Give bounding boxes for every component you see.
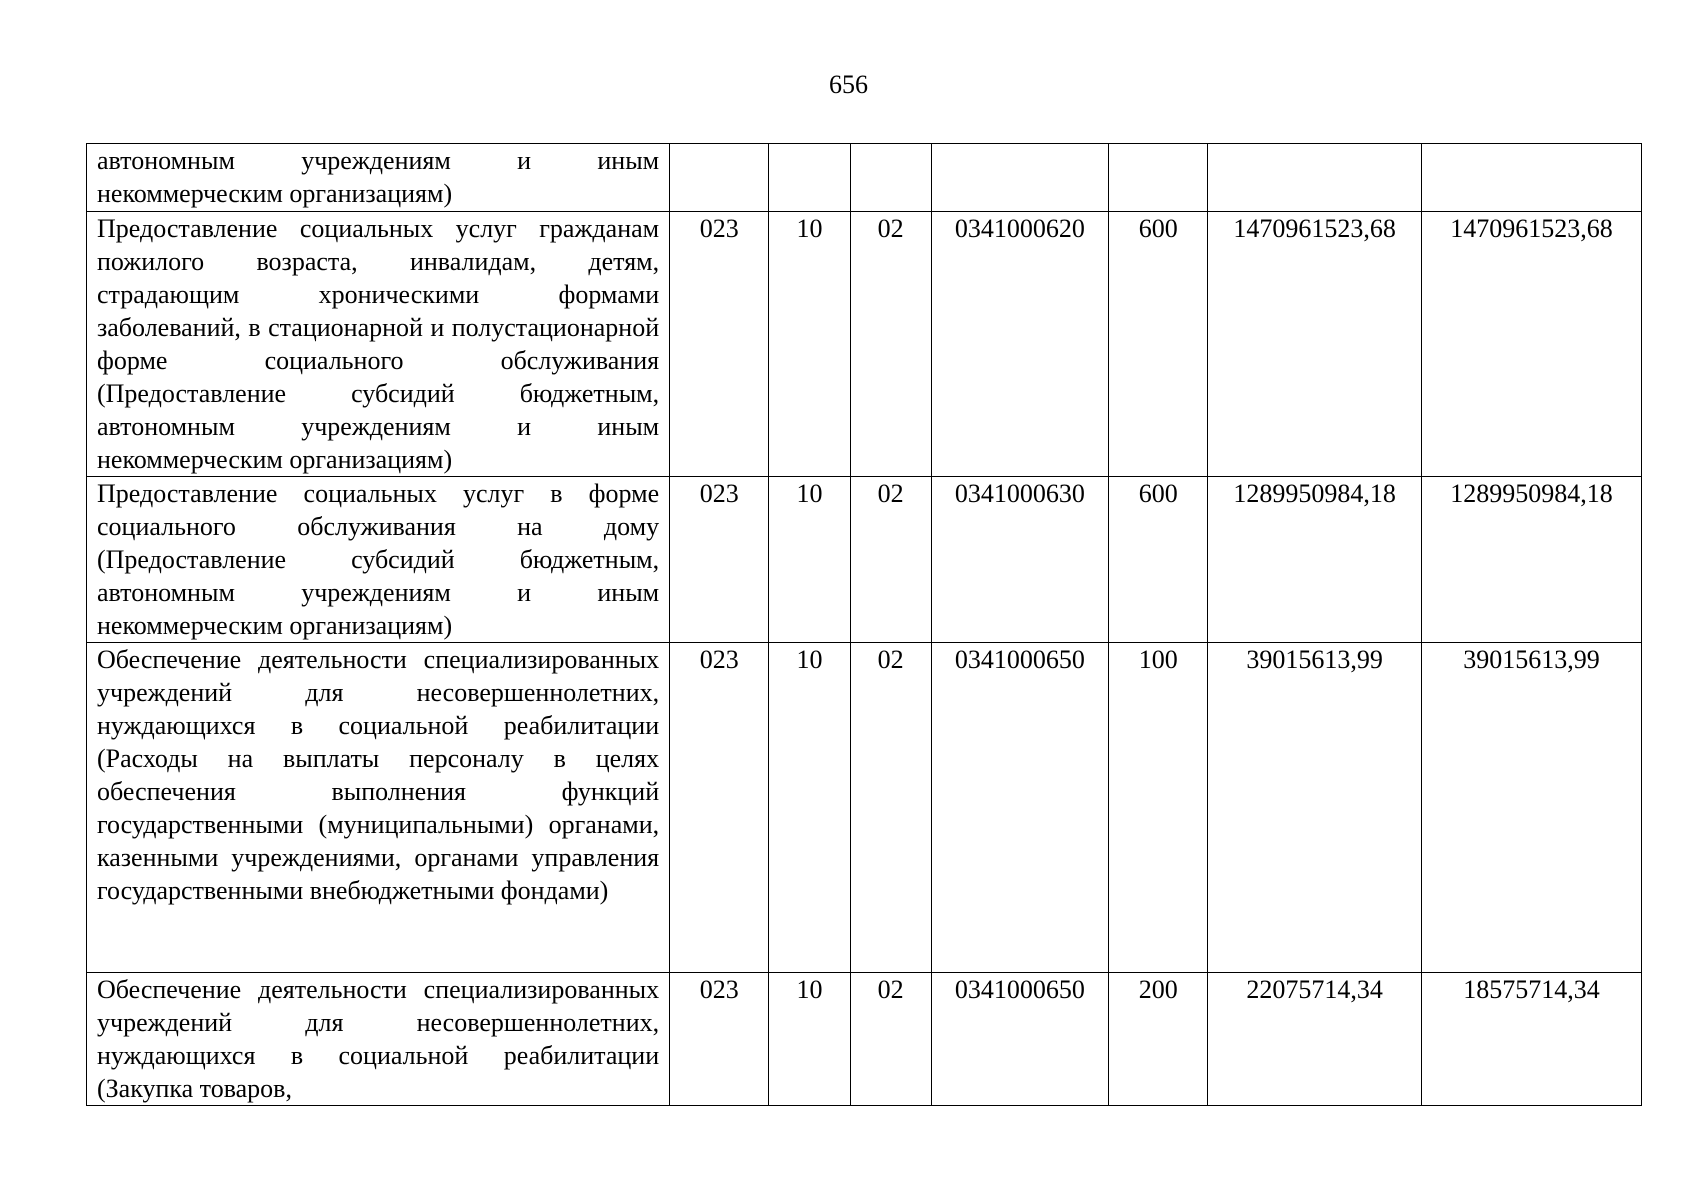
section-code: 10 (769, 973, 850, 1106)
subsection-code: 02 (850, 643, 931, 973)
target-code: 0341000650 (931, 643, 1108, 973)
table-row (87, 212, 1642, 477)
amount-2: 1470961523,68 (1421, 212, 1641, 477)
expense-type-code (1109, 144, 1208, 212)
target-code: 0341000650 (931, 973, 1108, 1106)
expense-type-code: 600 (1109, 212, 1208, 477)
target-code (931, 144, 1108, 212)
row-description: Предоставление социальных услуг гражданам пожилого возраста, инвалидам, детям, страдающим хроническими формами заболеваний, в стационарной и полустационарной форме социального обслуживания (Предоставление субсидий бюджетным, автономным учреждениям и иным некоммерческим организациям) (87, 212, 670, 477)
amount-2: 1289950984,18 (1421, 477, 1641, 643)
amount-1 (1208, 144, 1422, 212)
section-code (769, 144, 850, 212)
budget-table (86, 143, 1642, 1106)
admin-code: 023 (670, 973, 769, 1106)
target-code: 0341000630 (931, 477, 1108, 643)
section-code: 10 (769, 477, 850, 643)
page-number: 656 (829, 70, 868, 99)
admin-code: 023 (670, 477, 769, 643)
row-description: автономным учреждениям и иным некоммерческим организациям) (87, 144, 670, 212)
subsection-code: 02 (850, 212, 931, 477)
target-code: 0341000620 (931, 212, 1108, 477)
section-code: 10 (769, 643, 850, 973)
table-row (87, 144, 1642, 212)
admin-code (670, 144, 769, 212)
table-row (87, 973, 1642, 1106)
row-description: Обеспечение деятельности специализированных учреждений для несовершеннолетних, нуждающихся в социальной реабилитации (Расходы на выплаты персоналу в целях обеспечения выполнения функций государственными (муниципальными) органами, казенными учреждениями, органами управления государственными внебюджетными фондами) (87, 643, 670, 973)
expense-type-code: 200 (1109, 973, 1208, 1106)
subsection-code: 02 (850, 973, 931, 1106)
row-description: Предоставление социальных услуг в форме социального обслуживания на дому (Предоставление субсидий бюджетным, автономным учреждениям и иным некоммерческим организациям) (87, 477, 670, 643)
amount-1: 1289950984,18 (1208, 477, 1422, 643)
row-description: Обеспечение деятельности специализированных учреждений для несовершеннолетних, нуждающихся в социальной реабилитации (Закупка товаров, (87, 973, 670, 1106)
table-row (87, 477, 1642, 643)
amount-2 (1421, 144, 1641, 212)
subsection-code (850, 144, 931, 212)
amount-1: 1470961523,68 (1208, 212, 1422, 477)
amount-2: 18575714,34 (1421, 973, 1641, 1106)
table-row (87, 643, 1642, 973)
admin-code: 023 (670, 643, 769, 973)
amount-2: 39015613,99 (1421, 643, 1641, 973)
expense-type-code: 100 (1109, 643, 1208, 973)
amount-1: 22075714,34 (1208, 973, 1422, 1106)
amount-1: 39015613,99 (1208, 643, 1422, 973)
admin-code: 023 (670, 212, 769, 477)
section-code: 10 (769, 212, 850, 477)
expense-type-code: 600 (1109, 477, 1208, 643)
subsection-code: 02 (850, 477, 931, 643)
